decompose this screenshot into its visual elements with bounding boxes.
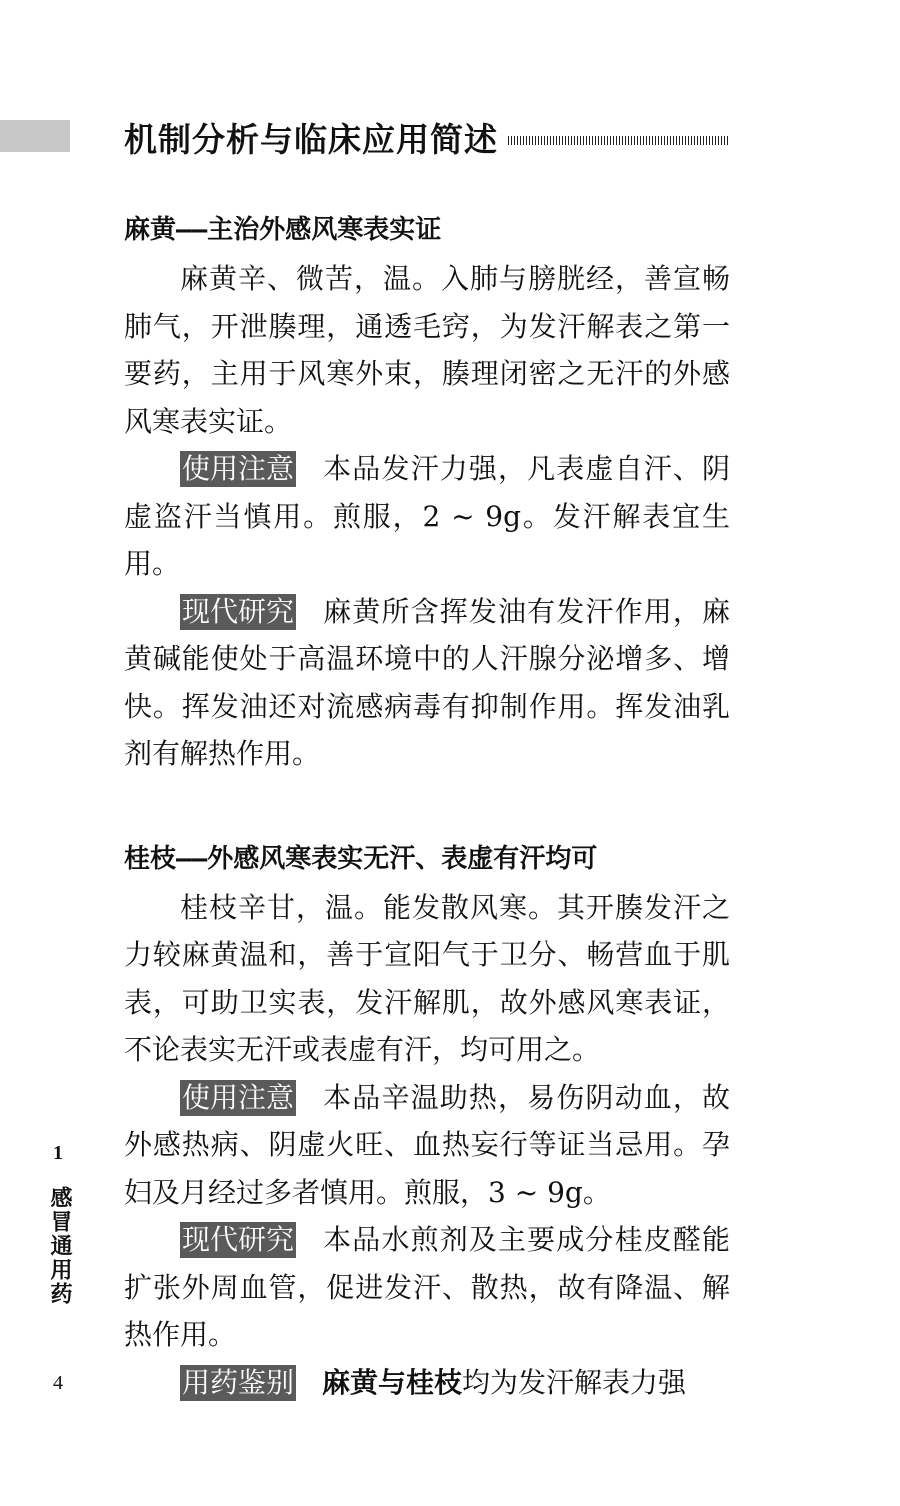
research-text: 本品水煎剂及主要成分桂皮醛能扩张外周血管，促进发汗、散热，故有降温、解热作用。: [124, 1223, 730, 1351]
herb-title-mahuang: 麻黄——主治外感风寒表实证: [124, 215, 442, 245]
research-label: 现代研究: [182, 594, 295, 628]
caution-paragraph-mahuang: [124, 445, 730, 588]
caution-label: 使用注意: [182, 452, 295, 485]
main-content: [124, 205, 730, 1406]
caution-text: 本品辛温助热，易伤阴动血，故外感热病、阴虚火旺、血热妄行等证当忌用。孕妇及月经过多者慎用。煎服，3 ~ 9g。: [124, 1080, 730, 1209]
section-title: 机制分析与临床应用简述: [124, 119, 498, 159]
identification-label: 用药鉴别: [182, 1365, 295, 1399]
identification-paragraph: [124, 1359, 730, 1407]
research-paragraph-guizhi: [124, 1216, 730, 1359]
heading-rule: [508, 136, 730, 145]
corner-tab-bar: [0, 120, 70, 152]
research-text: 麻黄所含挥发油有发汗作用，麻黄碱能使处于高温环境中的人汗腺分泌增多、增快。挥发油还对流感病毒有抑制作用。挥发油乳剂有解热作用。: [124, 594, 730, 770]
caution-text: 本品发汗力强，凡表虚自汗、阴虚盗汗当慎用。煎服，2 ~ 9g。发汗解表宜生用。: [124, 452, 730, 580]
herb-description-mahuang: 麻黄辛、微苦，温。入肺与膀胱经，善宣畅肺气，开泄腠理，通透毛窍，为发汗解表之第一要药，主用于风寒外束，腠理闭密之无汗的外感风寒表实证。: [124, 262, 730, 438]
chapter-name: 感冒通用药: [48, 1186, 73, 1306]
chapter-number: 1: [53, 1142, 63, 1164]
research-paragraph-mahuang: [124, 588, 730, 778]
section-heading: [124, 112, 730, 162]
caution-paragraph-guizhi: [124, 1074, 730, 1217]
herb-description-guizhi: 桂枝辛甘，温。能发散风寒。其开腠发汗之力较麻黄温和，善于宣阳气于卫分、畅营血于肌表，可助卫实表，发汗解肌，故外感风寒表证，不论表实无汗或表虚有汗，均可用之。: [124, 890, 730, 1066]
page-number: 4: [53, 1372, 63, 1394]
caution-label: 使用注意: [182, 1080, 295, 1114]
identification-text: 均为发汗解表力强: [462, 1365, 687, 1399]
herb-title-guizhi: 桂枝——外感风寒表实无汗、表虚有汗均可: [124, 843, 598, 874]
research-label: 现代研究: [182, 1223, 295, 1256]
identification-bold-text: 麻黄与桂枝: [322, 1365, 463, 1399]
